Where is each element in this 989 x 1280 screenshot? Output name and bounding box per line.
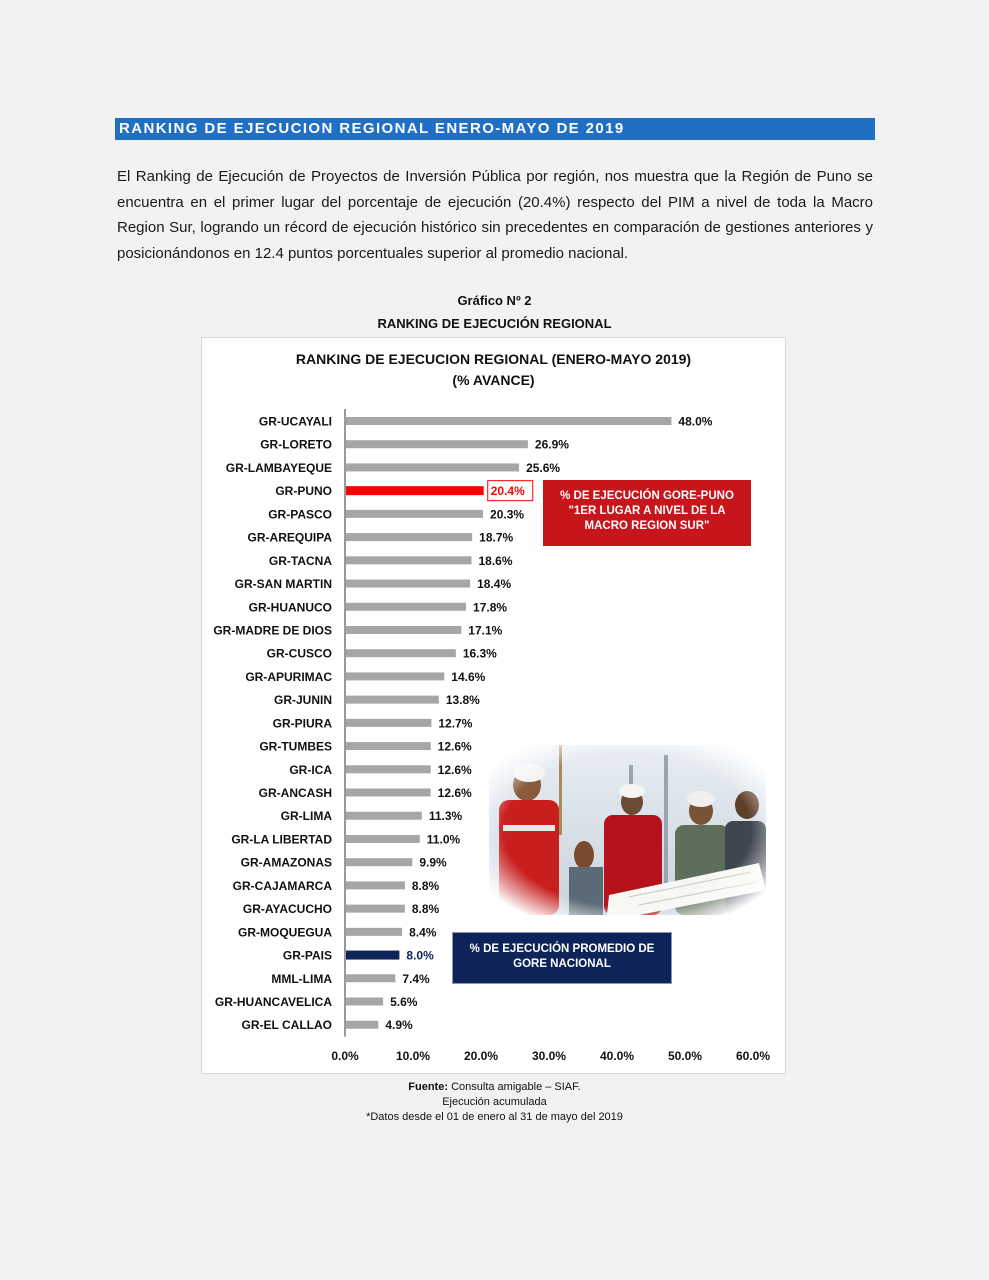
category-label-gr-pais: GR-PAIS bbox=[282, 948, 332, 963]
bar-gr-loreto bbox=[346, 440, 528, 448]
category-label-gr-ancash: GR-ANCASH bbox=[258, 786, 332, 801]
bar-gr-puno bbox=[346, 486, 484, 495]
data-label-gr-pais: 8.0% bbox=[406, 948, 434, 963]
bar-gr-ancash bbox=[346, 789, 431, 797]
data-label-gr-san-martin: 18.4% bbox=[477, 577, 512, 592]
category-label-gr-loreto: GR-LORETO bbox=[260, 437, 332, 452]
category-label-gr-moquegua: GR-MOQUEGUA bbox=[238, 925, 332, 940]
figure-number: Gráfico Nº 2 bbox=[457, 293, 532, 308]
category-label-gr-lambayeque: GR-LAMBAYEQUE bbox=[225, 460, 332, 475]
category-label-gr-puno: GR-PUNO bbox=[275, 484, 332, 499]
x-tick-label: 40.0% bbox=[599, 1049, 635, 1063]
data-label-gr-la-libertad: 11.0% bbox=[426, 832, 461, 847]
category-label-gr-la-libertad: GR-LA LIBERTAD bbox=[231, 832, 332, 847]
category-label-gr-tacna: GR-TACNA bbox=[268, 553, 332, 568]
source-text: Consulta amigable – SIAF. bbox=[448, 1081, 581, 1093]
category-label-gr-cusco: GR-CUSCO bbox=[266, 646, 332, 661]
x-tick-label: 10.0% bbox=[395, 1049, 431, 1063]
data-label-gr-madre-de-dios: 17.1% bbox=[468, 623, 503, 638]
x-tick-label: 60.0% bbox=[735, 1049, 771, 1063]
source-label: Fuente: bbox=[408, 1081, 449, 1093]
bar-gr-ayacucho bbox=[346, 905, 405, 913]
bar-gr-cusco bbox=[346, 649, 456, 657]
bar-gr-lambayeque bbox=[346, 463, 519, 471]
bar-gr-pais bbox=[346, 951, 399, 960]
bar-gr-moquegua bbox=[346, 928, 402, 936]
note-line-3: *Datos desde el 01 de enero al 31 de mayo del 2019 bbox=[366, 1111, 623, 1123]
bar-gr-piura bbox=[346, 719, 431, 727]
data-label-gr-pasco: 20.3% bbox=[490, 507, 525, 522]
category-label-gr-pasco: GR-PASCO bbox=[268, 507, 332, 522]
bar-gr-el-callao bbox=[346, 1021, 378, 1029]
data-label-gr-piura: 12.7% bbox=[438, 716, 473, 731]
data-label-gr-lambayeque: 25.6% bbox=[526, 460, 561, 475]
category-label-gr-san-martin: GR-SAN MARTIN bbox=[234, 577, 332, 592]
bar-gr-san-martin bbox=[346, 580, 470, 588]
section-header: RANKING DE EJECUCION REGIONAL ENERO-MAYO DE 2019 bbox=[115, 118, 875, 140]
bar-gr-la-libertad bbox=[346, 835, 420, 843]
data-label-gr-cajamarca: 8.8% bbox=[411, 878, 440, 893]
data-label-gr-loreto: 26.9% bbox=[534, 437, 569, 452]
bar-gr-apurimac bbox=[346, 672, 444, 680]
data-label-mml-lima: 7.4% bbox=[402, 971, 430, 986]
category-label-mml-lima: MML-LIMA bbox=[271, 971, 332, 986]
category-label-gr-amazonas: GR-AMAZONAS bbox=[240, 855, 332, 870]
data-label-gr-ucayali: 48.0% bbox=[678, 414, 713, 429]
chart-notes bbox=[0, 1080, 989, 1125]
category-label-gr-huanuco: GR-HUANUCO bbox=[248, 600, 332, 615]
bar-gr-ucayali bbox=[346, 417, 671, 425]
data-label-gr-tumbes: 12.6% bbox=[437, 739, 472, 754]
note-line-2: Ejecución acumulada bbox=[442, 1096, 547, 1108]
bar-gr-lima bbox=[346, 812, 422, 820]
bar-gr-huanuco bbox=[346, 603, 466, 611]
data-label-gr-cusco: 16.3% bbox=[462, 646, 497, 661]
bar-gr-pasco bbox=[346, 510, 483, 518]
bar-gr-tacna bbox=[346, 556, 471, 564]
bar-gr-ica bbox=[346, 765, 431, 773]
category-label-gr-ica: GR-ICA bbox=[289, 762, 332, 777]
category-label-gr-piura: GR-PIURA bbox=[272, 716, 332, 731]
bar-gr-arequipa bbox=[346, 533, 472, 541]
category-label-gr-arequipa: GR-AREQUIPA bbox=[247, 530, 332, 545]
category-label-gr-huancavelica: GR-HUANCAVELICA bbox=[214, 995, 332, 1009]
data-label-gr-puno: 20.4% bbox=[490, 484, 525, 499]
bar-mml-lima bbox=[346, 974, 395, 982]
category-label-gr-apurimac: GR-APURIMAC bbox=[245, 669, 332, 684]
chart-title: RANKING DE EJECUCION REGIONAL (ENERO-MAYO 2019) bbox=[295, 351, 692, 367]
data-label-gr-junin: 13.8% bbox=[445, 693, 480, 708]
bar-gr-cajamarca bbox=[346, 881, 405, 889]
bar-gr-madre-de-dios bbox=[346, 626, 461, 634]
data-label-gr-ancash: 12.6% bbox=[437, 786, 472, 801]
data-label-gr-arequipa: 18.7% bbox=[479, 530, 514, 545]
figure-caption: RANKING DE EJECUCIÓN REGIONAL bbox=[377, 316, 612, 331]
puno-callout: % DE EJECUCIÓN GORE-PUNO "1ER LUGAR A NIVEL DE LA MACRO REGION SUR" bbox=[543, 480, 751, 546]
data-label-gr-ica: 12.6% bbox=[437, 762, 472, 777]
bar-gr-huancavelica bbox=[346, 998, 383, 1006]
category-label-gr-tumbes: GR-TUMBES bbox=[259, 739, 332, 754]
bar-gr-amazonas bbox=[346, 858, 412, 866]
x-tick-label: 20.0% bbox=[463, 1049, 499, 1063]
bar-gr-tumbes bbox=[346, 742, 431, 750]
data-label-gr-apurimac: 14.6% bbox=[451, 669, 486, 684]
data-label-gr-ayacucho: 8.8% bbox=[411, 902, 440, 917]
data-label-gr-huanuco: 17.8% bbox=[473, 600, 508, 615]
category-label-gr-cajamarca: GR-CAJAMARCA bbox=[232, 878, 332, 893]
data-label-gr-el-callao: 4.9% bbox=[385, 1018, 413, 1033]
x-tick-label: 50.0% bbox=[667, 1049, 703, 1063]
data-label-gr-lima: 11.3% bbox=[428, 809, 463, 824]
intro-paragraph: El Ranking de Ejecución de Proyectos de Inversión Pública por región, nos muestra que la Región de Puno se encuentra en el primer lugar del porcentaje de ejecución (20.4%) respecto del PIM a nivel de toda la Macro Region Sur, logrando un récord de ejecución histórico sin precedentes en comparación de gestiones anteriores y posicionándonos en 12.4 puntos porcentuales superior al promedio nacional. bbox=[117, 168, 873, 262]
x-tick-label: 30.0% bbox=[531, 1049, 567, 1063]
category-label-gr-madre-de-dios: GR-MADRE DE DIOS bbox=[213, 623, 332, 638]
category-label-gr-ucayali: GR-UCAYALI bbox=[258, 414, 332, 429]
data-label-gr-tacna: 18.6% bbox=[478, 553, 513, 568]
chart-subtitle: (% AVANCE) bbox=[452, 372, 535, 388]
x-tick-label: 0.0% bbox=[331, 1049, 359, 1063]
category-label-gr-junin: GR-JUNIN bbox=[273, 693, 332, 708]
data-label-gr-huancavelica: 5.6% bbox=[390, 995, 418, 1009]
category-label-gr-ayacucho: GR-AYACUCHO bbox=[242, 902, 332, 917]
category-label-gr-lima: GR-LIMA bbox=[280, 809, 332, 824]
category-label-gr-el-callao: GR-EL CALLAO bbox=[241, 1018, 332, 1033]
bar-gr-junin bbox=[346, 696, 439, 704]
data-label-gr-amazonas: 9.9% bbox=[419, 855, 447, 870]
pais-callout: % DE EJECUCIÓN PROMEDIO DE GORE NACIONAL bbox=[452, 932, 672, 984]
data-label-gr-moquegua: 8.4% bbox=[409, 925, 437, 940]
